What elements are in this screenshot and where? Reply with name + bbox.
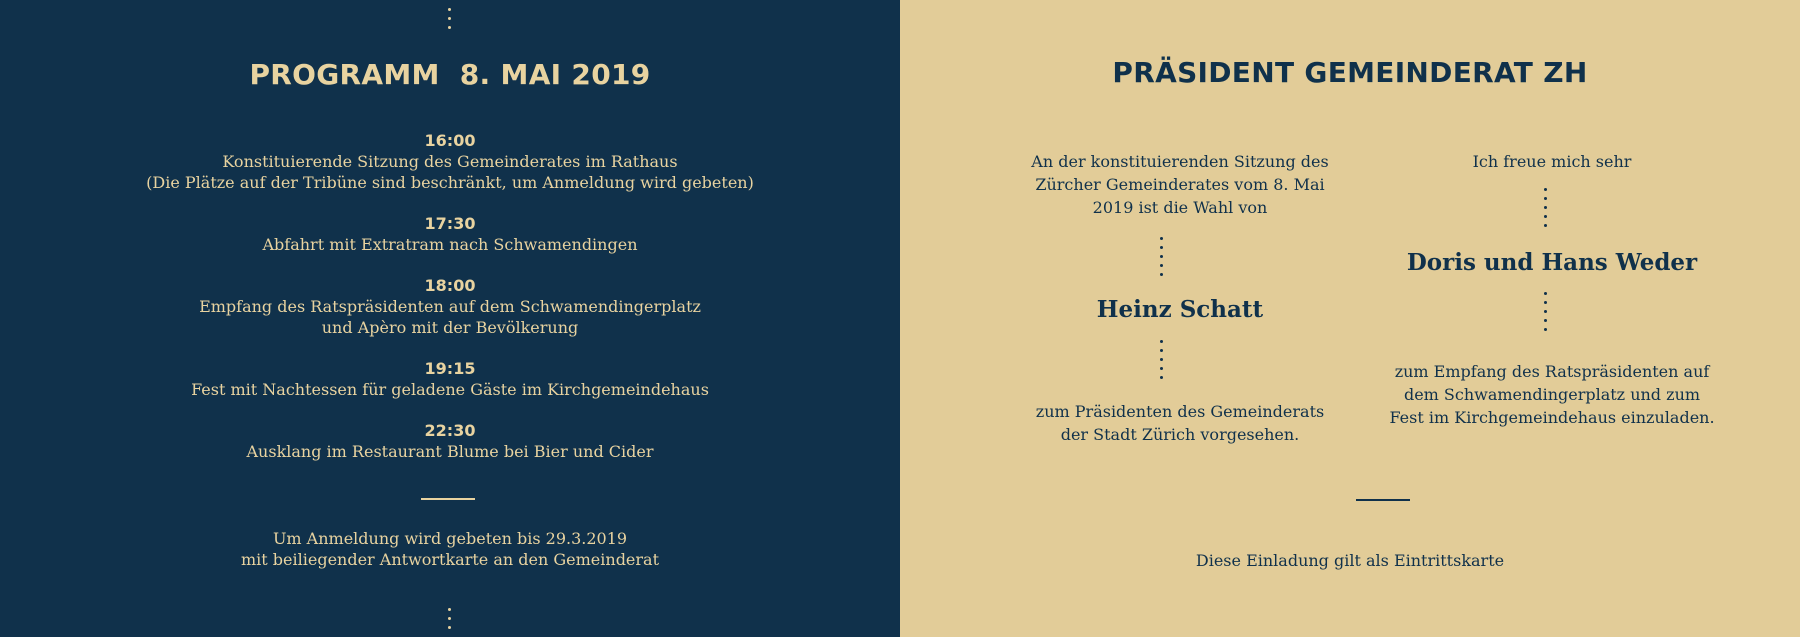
program-time: 18:00 [424,276,476,295]
program-item [0,358,900,400]
program-title: PROGRAMM 8. MAI 2019 [249,58,651,91]
program-list [0,130,900,482]
host-column [1382,150,1722,173]
election-outro-line: der Stadt Zürich vorgesehen. [1060,425,1300,444]
program-description: und Apèro mit der Bevölkerung [321,318,579,337]
program-item [0,130,900,193]
host-outro [1352,360,1752,429]
horizontal-divider [421,498,475,500]
president-name: Heinz Schatt [1096,296,1264,323]
horizontal-divider [1356,499,1410,501]
program-description: Ausklang im Restaurant Blume bei Bier und Cider [246,442,654,461]
dotted-divider [1160,340,1163,379]
election-column [1010,150,1350,219]
host-outro-line: dem Schwamendingerplatz und zum [1403,385,1701,404]
program-item [0,275,900,338]
program-description: (Die Plätze auf der Tribüne sind beschränkt, um Anmeldung wird gebeten) [146,173,754,192]
program-description: Konstituierende Sitzung des Gemeinderates im Rathaus [222,152,678,171]
program-description: Fest mit Nachtessen für geladene Gäste im Kirchgemeindehaus [191,380,709,399]
dotted-divider [1544,292,1547,331]
program-description: Abfahrt mit Extratram nach Schwamendingen [262,235,638,254]
program-time: 16:00 [424,131,476,150]
host-outro-line: zum Empfang des Ratspräsidenten auf [1394,362,1710,381]
election-intro-line: Zürcher Gemeinderates vom 8. Mai [1035,175,1325,194]
host-outro-line: Fest im Kirchgemeindehaus einzuladen. [1389,408,1715,427]
admission-note: Diese Einladung gilt als Eintrittskarte [1195,551,1505,570]
registration-line: Um Anmeldung wird gebeten bis 29.3.2019 [272,529,628,548]
host-names: Doris und Hans Weder [1406,249,1698,276]
election-outro [1010,400,1350,446]
election-intro-line: 2019 ist die Wahl von [1092,198,1268,217]
election-intro-line: An der konstituierenden Sitzung des [1031,152,1329,171]
dotted-divider-bottom [448,608,451,629]
program-item [0,213,900,255]
program-description: Empfang des Ratspräsidenten auf dem Schwamendingerplatz [199,297,701,316]
program-time: 19:15 [424,359,476,378]
program-item [0,420,900,462]
dotted-divider [1160,237,1163,276]
registration-line: mit beiliegender Antwortkarte an den Gemeinderat [240,550,660,569]
host-intro: Ich freue mich sehr [1472,152,1632,171]
president-title: PRÄSIDENT GEMEINDERAT ZH [1112,56,1588,89]
dotted-divider-top [448,8,451,29]
election-outro-line: zum Präsidenten des Gemeinderats [1035,402,1325,421]
registration-note [0,528,900,570]
program-time: 22:30 [424,421,476,440]
program-time: 17:30 [424,214,476,233]
president-panel [900,0,1800,637]
dotted-divider [1544,188,1547,227]
